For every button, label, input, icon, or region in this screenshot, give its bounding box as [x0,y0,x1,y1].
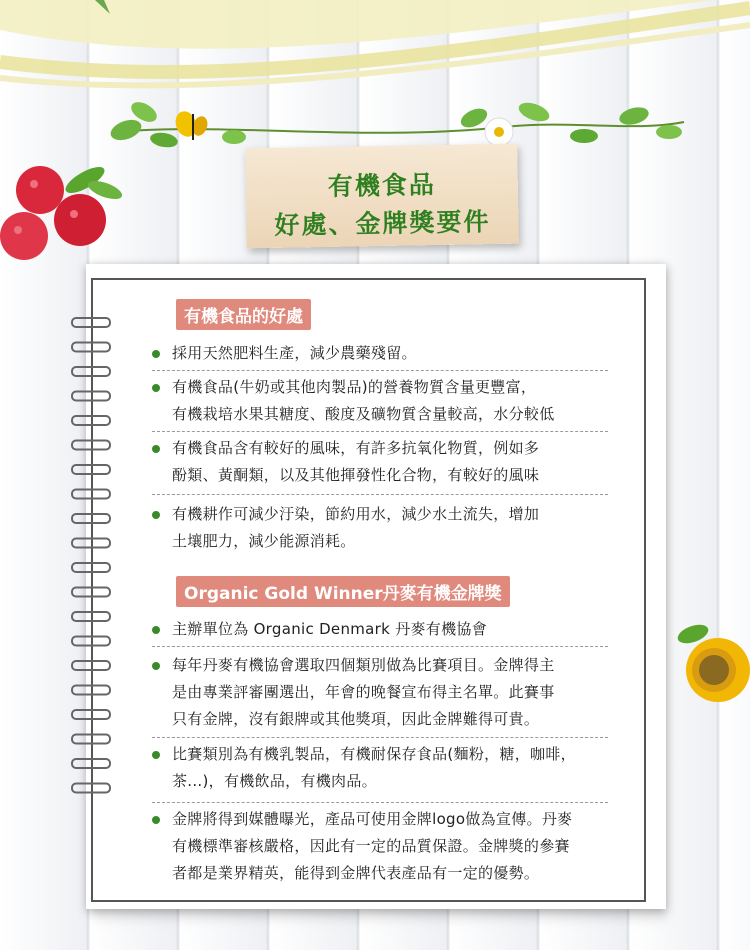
spiral-ring [72,318,110,327]
spiral-ring [72,539,110,548]
section-heading-gold-winner: Organic Gold Winner丹麥有機金牌獎 [176,576,510,607]
list-item: 主辦單位為 Organic Denmark 丹麥有機協會 [152,616,607,643]
title-line-2: 好處、金牌獎要件 [274,207,491,240]
spiral-binding [68,308,120,818]
list-item: 採用天然肥料生產，減少農藥殘留。 [152,340,607,367]
spiral-ring [72,367,110,376]
title-sign [245,144,519,249]
bullet-icon [152,751,160,759]
divider [152,370,608,371]
spiral-ring [72,416,110,425]
spiral-ring [72,784,110,793]
spiral-ring [72,686,110,695]
spiral-ring [72,661,110,670]
spiral-ring [72,759,110,768]
spiral-ring [72,735,110,744]
daisy-icon [485,118,513,146]
section-heading-benefits: 有機食品的好處 [176,299,311,330]
bullet-icon [152,816,160,824]
spiral-ring [72,392,110,401]
divider [152,646,608,647]
list-item: 比賽類別為有機乳製品，有機耐保存食品(麵粉，糖，咖啡， 茶...)，有機飲品，有機肉品。 [152,741,607,795]
spiral-ring [72,588,110,597]
spiral-ring [72,490,110,499]
spiral-ring [72,441,110,450]
spiral-ring [72,637,110,646]
spiral-ring [72,710,110,719]
bullet-icon [152,350,160,358]
list-item: 每年丹麥有機協會選取四個類別做為比賽項目。金牌得主 是由專業評審團選出，年會的晚餐宣布得主名單。此賽事 只有金牌，沒有銀牌或其他獎項，因此金牌難得可貴。 [152,652,607,733]
spiral-ring [72,343,110,352]
title-line-1: 有機食品 [327,170,437,201]
spiral-ring [72,612,110,621]
bullet-icon [152,384,160,392]
bullet-icon [152,511,160,519]
list-item: 金牌將得到媒體曝光，產品可使用金牌logo做為宣傳。丹麥 有機標準審核嚴格，因此有一定的品質保證。金牌獎的參賽 者都是業界精英，能得到金牌代表產品有一定的優勢。 [152,806,607,887]
divider [152,494,608,495]
spiral-ring [72,514,110,523]
raspberry-decoration [0,160,130,270]
passion-fruit-decoration [668,620,750,710]
list-item: 有機食品含有較好的風味，有許多抗氧化物質，例如多 酚類、黃酮類，以及其他揮發性化合物，有較好的風味 [152,435,607,489]
divider [152,431,608,432]
butterfly-icon [172,108,210,140]
yellow-wave-decoration [0,0,750,90]
spiral-ring [72,465,110,474]
divider [152,802,608,803]
spiral-ring [72,563,110,572]
list-item: 有機耕作可減少汙染，節約用水，減少水土流失，增加 土壤肥力，減少能源消耗。 [152,501,607,555]
bullet-icon [152,626,160,634]
bullet-icon [152,662,160,670]
divider [152,737,608,738]
bullet-icon [152,445,160,453]
list-item: 有機食品(牛奶或其他肉製品)的營養物質含量更豐富， 有機栽培水果其糖度、酸度及礦物質含量較高，水分較低 [152,374,607,428]
